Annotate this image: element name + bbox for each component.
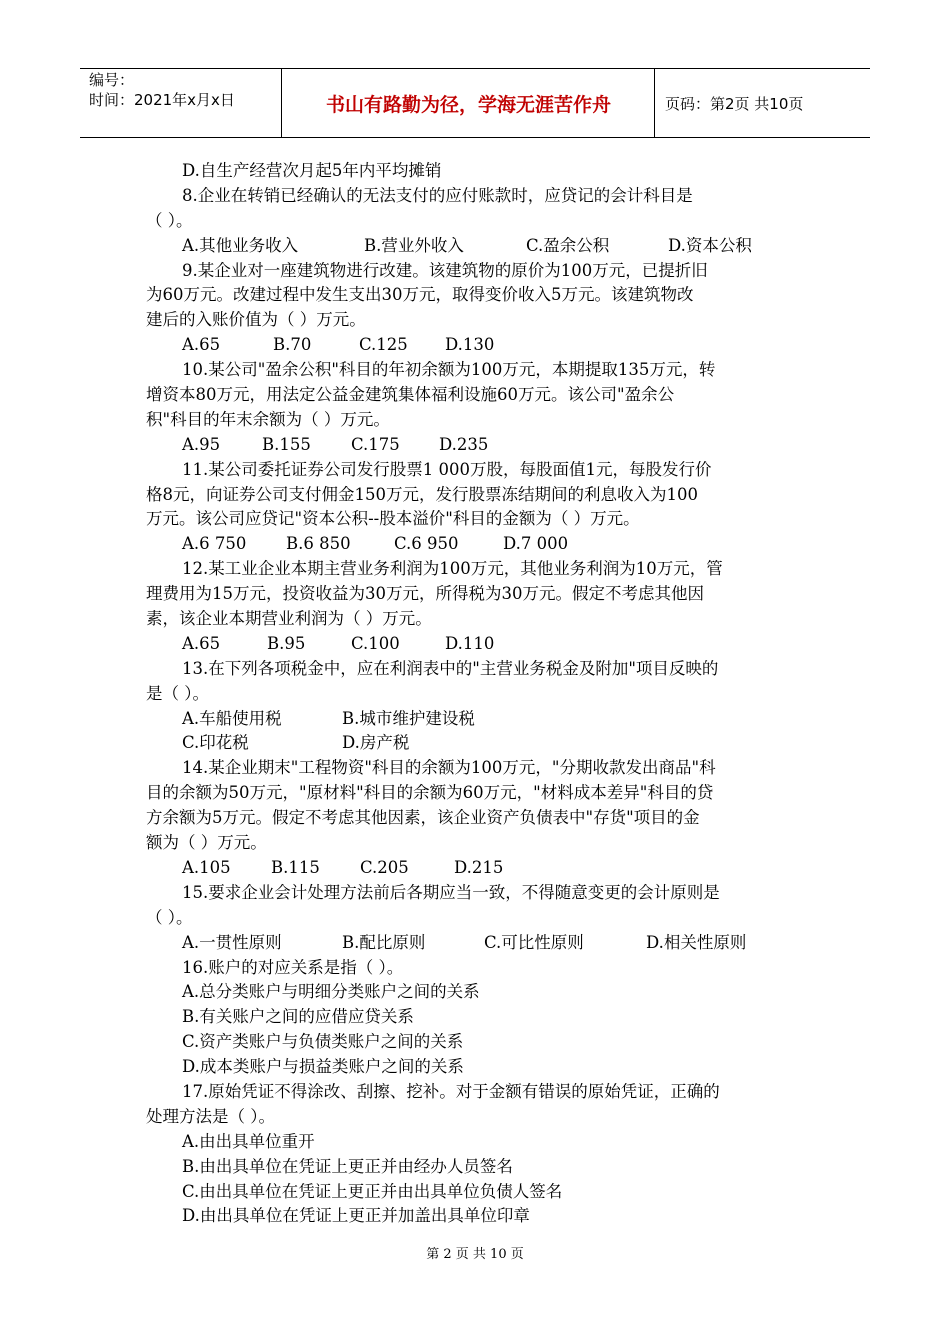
time-label: 时间：2021年x月x日 bbox=[89, 91, 235, 109]
answer-option: D.130 bbox=[445, 335, 495, 355]
option-row bbox=[146, 731, 806, 756]
text-line: 方余额为5万元。假定不考虑其他因素，该企业资产负债表中"存货"项目的金 bbox=[146, 808, 700, 828]
answer-option: A.6 750 bbox=[182, 534, 247, 554]
text-line: 额为（ ）万元。 bbox=[146, 833, 267, 853]
text-line: 12.某工业企业本期主营业务利润为100万元，其他业务利润为10万元，管 bbox=[182, 559, 723, 579]
header-page-cell bbox=[655, 69, 870, 137]
code-label: 编号： bbox=[89, 71, 135, 89]
option-row bbox=[146, 234, 806, 259]
text-line: 格8元，向证券公司支付佣金150万元，发行股票冻结期间的利息收入为100 bbox=[146, 484, 698, 504]
text-line: 建后的入账价值为（ ）万元。 bbox=[146, 310, 366, 330]
document-body bbox=[146, 159, 806, 1229]
answer-option: C.可比性原则 bbox=[484, 932, 584, 952]
text-line: A.由出具单位重开 bbox=[182, 1131, 315, 1151]
answer-option: B.70 bbox=[273, 335, 312, 355]
answer-option: B.配比原则 bbox=[342, 932, 426, 952]
answer-option: D.7 000 bbox=[503, 534, 569, 554]
text-line: D.成本类账户与损益类账户之间的关系 bbox=[182, 1057, 464, 1077]
text-line: 15.要求企业会计处理方法前后各期应当一致，不得随意变更的会计原则是 bbox=[182, 882, 720, 902]
option-row bbox=[146, 433, 806, 458]
page-footer: 第 2 页 共 10 页 bbox=[426, 1247, 524, 1262]
answer-option: D.110 bbox=[445, 633, 495, 653]
text-line: B.有关账户之间的应借应贷关系 bbox=[182, 1007, 414, 1027]
option-row bbox=[146, 532, 806, 557]
answer-option: C.6 950 bbox=[394, 534, 459, 554]
text-line: C.由出具单位在凭证上更正并由出具单位负债人签名 bbox=[182, 1181, 563, 1201]
text-line: 素，该企业本期营业利润为（ ）万元。 bbox=[146, 609, 432, 629]
answer-option: A.一贯性原则 bbox=[182, 932, 282, 952]
answer-option: A.车船使用税 bbox=[182, 708, 282, 728]
answer-option: C.100 bbox=[351, 633, 400, 653]
text-line: C.资产类账户与负债类账户之间的关系 bbox=[182, 1032, 464, 1052]
answer-option: A.其他业务收入 bbox=[182, 235, 299, 255]
answer-option: D.235 bbox=[439, 434, 489, 454]
text-line: 13.在下列各项税金中，应在利润表中的"主营业务税金及附加"项目反映的 bbox=[182, 658, 719, 678]
text-line: 理费用为15万元，投资收益为30万元，所得税为30万元。假定不考虑其他因 bbox=[146, 584, 704, 604]
text-line: A.总分类账户与明细分类账户之间的关系 bbox=[182, 982, 480, 1002]
option-row bbox=[146, 632, 806, 657]
option-row bbox=[146, 856, 806, 881]
page-info: 页码：第2页 共10页 bbox=[665, 95, 804, 113]
answer-option: C.175 bbox=[351, 434, 400, 454]
answer-option: B.6 850 bbox=[286, 534, 351, 554]
text-line: 16.账户的对应关系是指（ ）。 bbox=[182, 957, 404, 977]
text-line: 万元。该公司应贷记"资本公积--股本溢价"科目的金额为（ ）万元。 bbox=[146, 509, 640, 529]
motto: 书山有路勤为径，学海无涯苦作舟 bbox=[325, 94, 611, 116]
answer-option: B.95 bbox=[267, 633, 306, 653]
answer-option: A.105 bbox=[182, 857, 231, 877]
option-row bbox=[146, 333, 806, 358]
header-motto-cell bbox=[282, 69, 655, 137]
text-line: 处理方法是（ ）。 bbox=[146, 1106, 275, 1126]
answer-option: D.相关性原则 bbox=[646, 932, 747, 952]
text-line: 为60万元。改建过程中发生支出30万元，取得变价收入5万元。该建筑物改 bbox=[146, 285, 694, 305]
answer-option: C.205 bbox=[360, 857, 409, 877]
answer-option: C.印花税 bbox=[182, 733, 249, 753]
text-line: 积"科目的年末余额为（ ）万元。 bbox=[146, 409, 390, 429]
text-line: 10.某公司"盈余公积"科目的年初余额为100万元，本期提取135万元，转 bbox=[182, 360, 716, 380]
text-line: 11.某公司委托证券公司发行股票1 000万股，每股面值1元，每股发行价 bbox=[182, 459, 712, 479]
text-line: 14.某企业期末"工程物资"科目的余额为100万元，"分期收款发出商品"科 bbox=[182, 758, 716, 778]
option-row bbox=[146, 707, 806, 732]
text-line: 9.某企业对一座建筑物进行改建。该建筑物的原价为100万元，已提折旧 bbox=[182, 260, 708, 280]
text-line: （ ）。 bbox=[146, 907, 193, 927]
text-line: 目的余额为50万元，"原材料"科目的余额为60万元，"材料成本差异"科目的贷 bbox=[146, 783, 714, 803]
text-line: 8.企业在转销已经确认的无法支付的应付账款时，应贷记的会计科目是 bbox=[182, 185, 693, 205]
text-line: D.自生产经营次月起5年内平均摊销 bbox=[182, 161, 442, 180]
answer-option: B.115 bbox=[271, 857, 320, 877]
answer-option: B.155 bbox=[262, 434, 311, 454]
answer-option: C.125 bbox=[359, 335, 408, 355]
answer-option: D.215 bbox=[454, 857, 504, 877]
option-row bbox=[146, 931, 806, 956]
header-meta-cell bbox=[80, 69, 282, 137]
answer-option: C.盈余公积 bbox=[526, 235, 610, 255]
text-line: 是（ ）。 bbox=[146, 683, 209, 703]
answer-option: A.65 bbox=[182, 335, 221, 355]
answer-option: D.房产税 bbox=[342, 733, 410, 753]
answer-option: D.资本公积 bbox=[668, 235, 752, 255]
answer-option: A.65 bbox=[182, 633, 221, 653]
text-line: 17.原始凭证不得涂改、刮擦、挖补。对于金额有错误的原始凭证，正确的 bbox=[182, 1081, 720, 1101]
text-line: （ ）。 bbox=[146, 210, 193, 230]
text-line: 增资本80万元，用法定公益金建筑集体福利设施60万元。该公司"盈余公 bbox=[146, 385, 675, 405]
answer-option: B.城市维护建设税 bbox=[342, 708, 475, 728]
answer-option: A.95 bbox=[182, 434, 221, 454]
answer-option: B.营业外收入 bbox=[364, 235, 464, 255]
text-line: B.由出具单位在凭证上更正并由经办人员签名 bbox=[182, 1156, 513, 1176]
text-line: D.由出具单位在凭证上更正并加盖出具单位印章 bbox=[182, 1206, 530, 1226]
page-header bbox=[80, 68, 870, 138]
